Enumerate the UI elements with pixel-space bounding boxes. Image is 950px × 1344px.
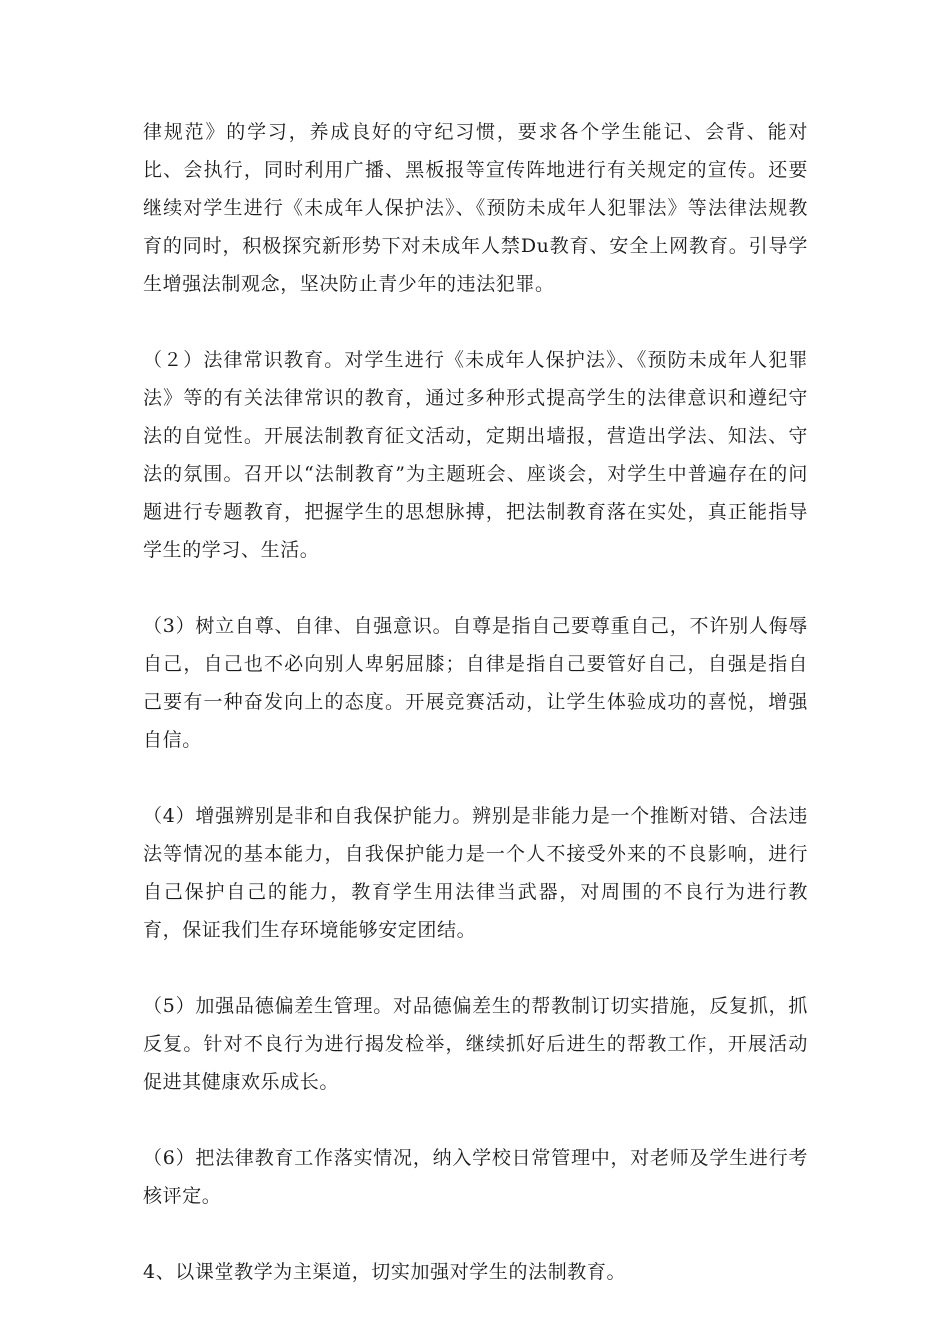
paragraph-assessment: （6）把法律教育工作落实情况，纳入学校日常管理中，对老师及学生进行考核评定。 bbox=[143, 1147, 808, 1207]
paragraph-legal-knowledge: （２）法律常识教育。对学生进行《未成年人保护法》、《预防未成年人犯罪法》等的有关法律常识的教育，通过多种形式提高学生的法律意识和遵纪守法的自觉性。开展法制教育征文活动，定期出墙报，营造出学法、知法、守法的氛围。召开以“法制教育”为主题班会、座谈会，对学生中普遍存在的问题进行专题教育，把握学生的思想脉搏，把法制教育落在实处，真正能指导学生的学习、生活。 bbox=[143, 349, 808, 561]
paragraph-self-respect: （3）树立自尊、自律、自强意识。自尊是指自己要尊重自己，不许别人侮辱自己，自己也不必向别人卑躬屈膝；自律是指自己要管好自己，自强是指自己要有一种奋发向上的态度。开展竞赛活动，让学生体验成功的喜悦，增强自信。 bbox=[143, 615, 808, 751]
paragraph-self-protection: （4）增强辨别是非和自我保护能力。辨别是非能力是一个推断对错、合法违法等情况的基本能力，自我保护能力是一个人不接受外来的不良影响，进行自己保护自己的能力，教育学生用法律当武器，对周围的不良行为进行教育，保证我们生存环境能够安定团结。 bbox=[143, 805, 808, 941]
paragraph-continuation: 律规范》的学习，养成良好的守纪习惯，要求各个学生能记、会背、能对比、会执行，同时利用广播、黑板报等宣传阵地进行有关规定的宣传。还要继续对学生进行《未成年人保护法》、《预防未成年人犯罪法》等法律法规教育的同时，积极探究新形势下对未成年人禁Du教育、安全上网教育。引导学生增强法制观念，坚决防止青少年的违法犯罪。 bbox=[143, 121, 808, 295]
paragraph-classroom-teaching: 4、以课堂教学为主渠道，切实加强对学生的法制教育。 bbox=[143, 1261, 627, 1283]
document-body bbox=[143, 113, 808, 1329]
paragraph-behavior-management: （5）加强品德偏差生管理。对品德偏差生的帮教制订切实措施，反复抓，抓反复。针对不良行为进行揭发检举，继续抓好后进生的帮教工作，开展活动促进其健康欢乐成长。 bbox=[143, 995, 808, 1093]
